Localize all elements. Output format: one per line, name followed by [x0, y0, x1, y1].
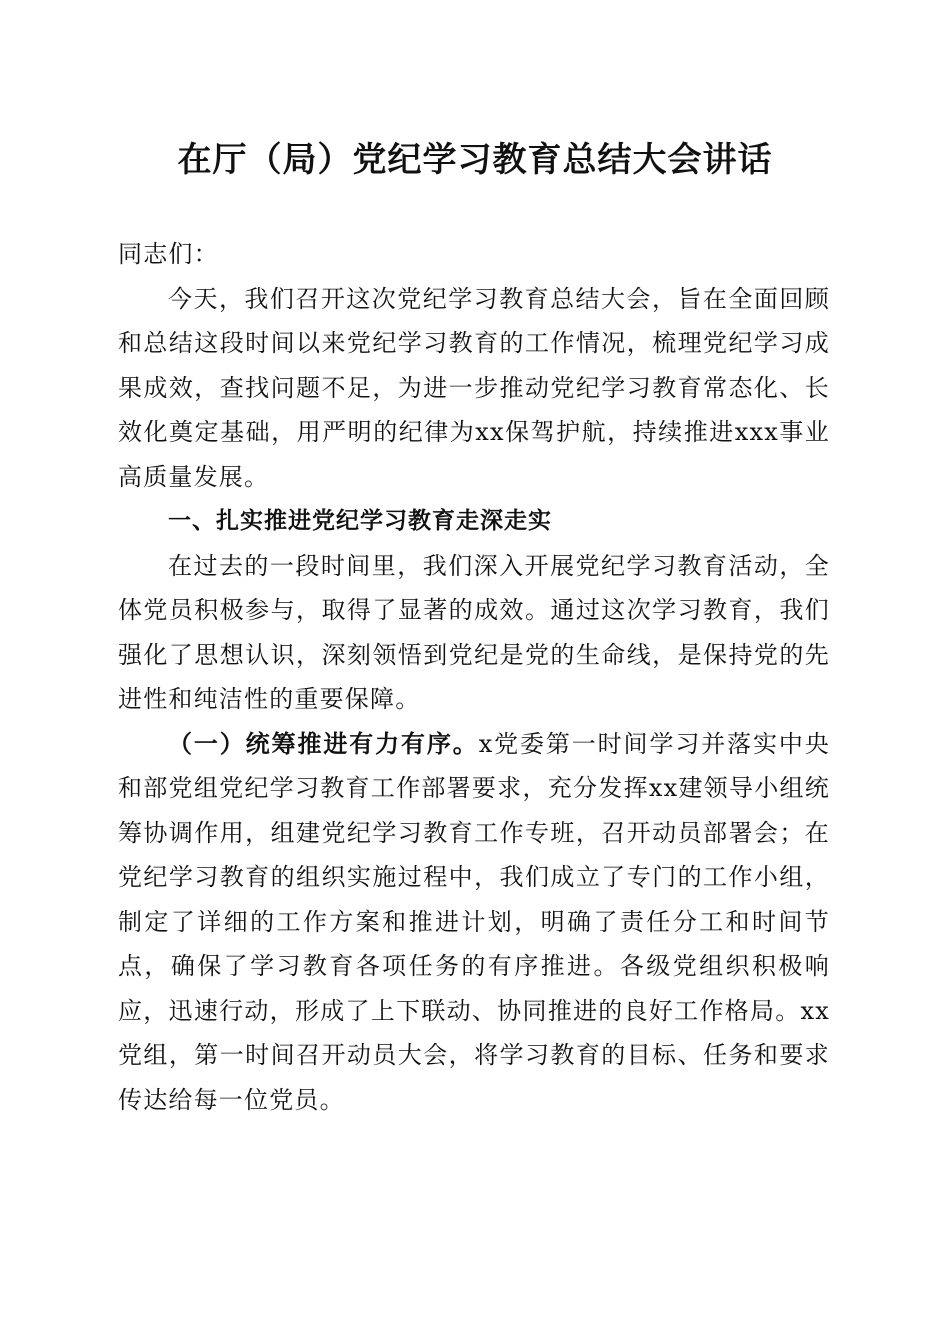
document-body — [118, 232, 830, 1122]
salutation: 同志们： — [118, 240, 219, 268]
subsection-1-text: x党委第一时间学习并落实中央和部党组党纪学习教育工作部署要求，充分发挥xx建领导小组统筹协调作用，组建党纪学习教育工作专班，召开动员部署会；在党纪学习教育的组织实施过程中，我们成立了专门的工作小组，制定了详细的工作方案和推进计划，明确了责任分工和时间节点，确保了学习教育各项任务的有序推进。各级党组织积极响应，迅速行动，形成了上下联动、协同推进的良好工作格局。xx党组，第一时间召开动员大会，将学习教育的目标、任务和要求传达给每一位党员。 — [118, 729, 830, 1114]
subsection-1-heading: （一）统筹推进有力有序。 — [168, 728, 479, 758]
section-1-paragraph: 在过去的一段时间里，我们深入开展党纪学习教育活动，全体党员积极参与，取得了显著的成效。通过这次学习教育，我们强化了思想认识，深刻领悟到党纪是党的生命线，是保持党的先进性和纯洁性的重要保障。 — [118, 551, 830, 713]
section-1-heading: 一、扎实推进党纪学习教育走深走实 — [168, 508, 552, 534]
intro-paragraph: 今天，我们召开这次党纪学习教育总结大会，旨在全面回顾和总结这段时间以来党纪学习教育的工作情况，梳理党纪学习成果成效，查找问题不足，为进一步推动党纪学习教育常态化、长效化奠定基础，用严明的纪律为xx保驾护航，持续推进xxx事业高质量发展。 — [118, 284, 830, 491]
subsection-1-paragraph — [118, 722, 830, 1123]
document-title: 在厅（局）党纪学习教育总结大会讲话 — [177, 140, 773, 180]
